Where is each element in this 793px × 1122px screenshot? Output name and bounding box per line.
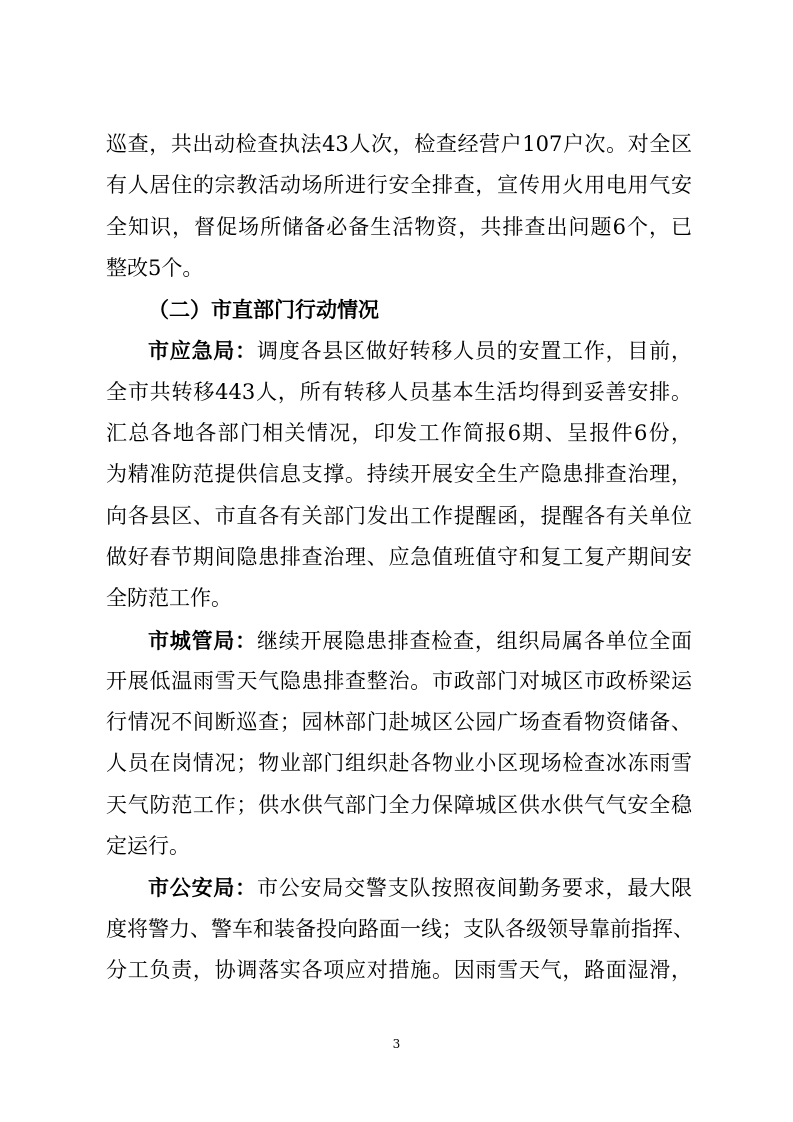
text-line: 市公安局交警支队按照夜间勤务要求，最大限	[256, 876, 693, 901]
text-line: 天气防范工作；供水供气部门全力保障城区供水供气气安全稳	[106, 792, 692, 817]
text-line: 为精准防范提供信息支撑。持续开展安全生产隐患排查治理，	[106, 462, 692, 487]
document-body	[106, 124, 692, 991]
paragraph-patrol	[106, 124, 692, 289]
text-line: 做好春节期间隐患排查治理、应急值班值守和复工复产期间安	[106, 544, 692, 569]
text-line: 开展低温雨雪天气隐患排查整治。市政部门对城区市政桥梁运	[106, 668, 692, 693]
paragraph-lead: 市应急局：	[148, 338, 257, 364]
paragraph-urban-management-bureau	[106, 620, 692, 868]
text-line: 行情况不间断巡查；园林部门赴城区公园广场查看物资储备、	[106, 710, 692, 735]
text-line: 巡查，共出动检查执法43人次，检查经营户107户次。对全区	[106, 132, 692, 156]
text-line: 调度各县区做好转移人员的安置工作，目前，	[256, 339, 693, 364]
paragraph-lead: 市城管局：	[148, 627, 257, 653]
paragraph-lead: 市公安局：	[148, 875, 257, 901]
section-heading: （二）市直部门行动情况	[148, 297, 379, 323]
paragraph-public-security-bureau	[106, 867, 692, 991]
text-line: 定运行。	[106, 834, 190, 859]
text-line: 继续开展隐患排查检查，组织局属各单位全面	[256, 628, 693, 653]
page-number: 3	[392, 1037, 401, 1051]
paragraph-emergency-bureau	[106, 330, 692, 619]
text-line: 全防范工作。	[106, 586, 232, 611]
text-line: 全市共转移443人，所有转移人员基本生活均得到妥善安排。	[106, 379, 692, 404]
text-line: 整改5个。	[106, 255, 204, 280]
text-line: 分工负责，协调落实各项应对措施。因雨雪天气，路面湿滑，	[106, 957, 692, 982]
text-line: 全知识，督促场所储备必备生活物资，共排查出问题6个，已	[106, 214, 692, 239]
text-line: 向各县区、市直各有关部门发出工作提醒函，提醒各有关单位	[106, 503, 692, 528]
text-line: 度将警力、警车和装备投向路面一线；支队各级领导靠前指挥、	[106, 916, 694, 941]
text-line: 人员在岗情况；物业部门组织赴各物业小区现场检查冰冻雨雪	[106, 751, 692, 776]
text-line: 汇总各地各部门相关情况，印发工作简报6期、呈报件6份，	[106, 421, 692, 446]
text-line: 有人居住的宗教活动场所进行安全排查，宣传用火用电用气安	[106, 173, 692, 198]
